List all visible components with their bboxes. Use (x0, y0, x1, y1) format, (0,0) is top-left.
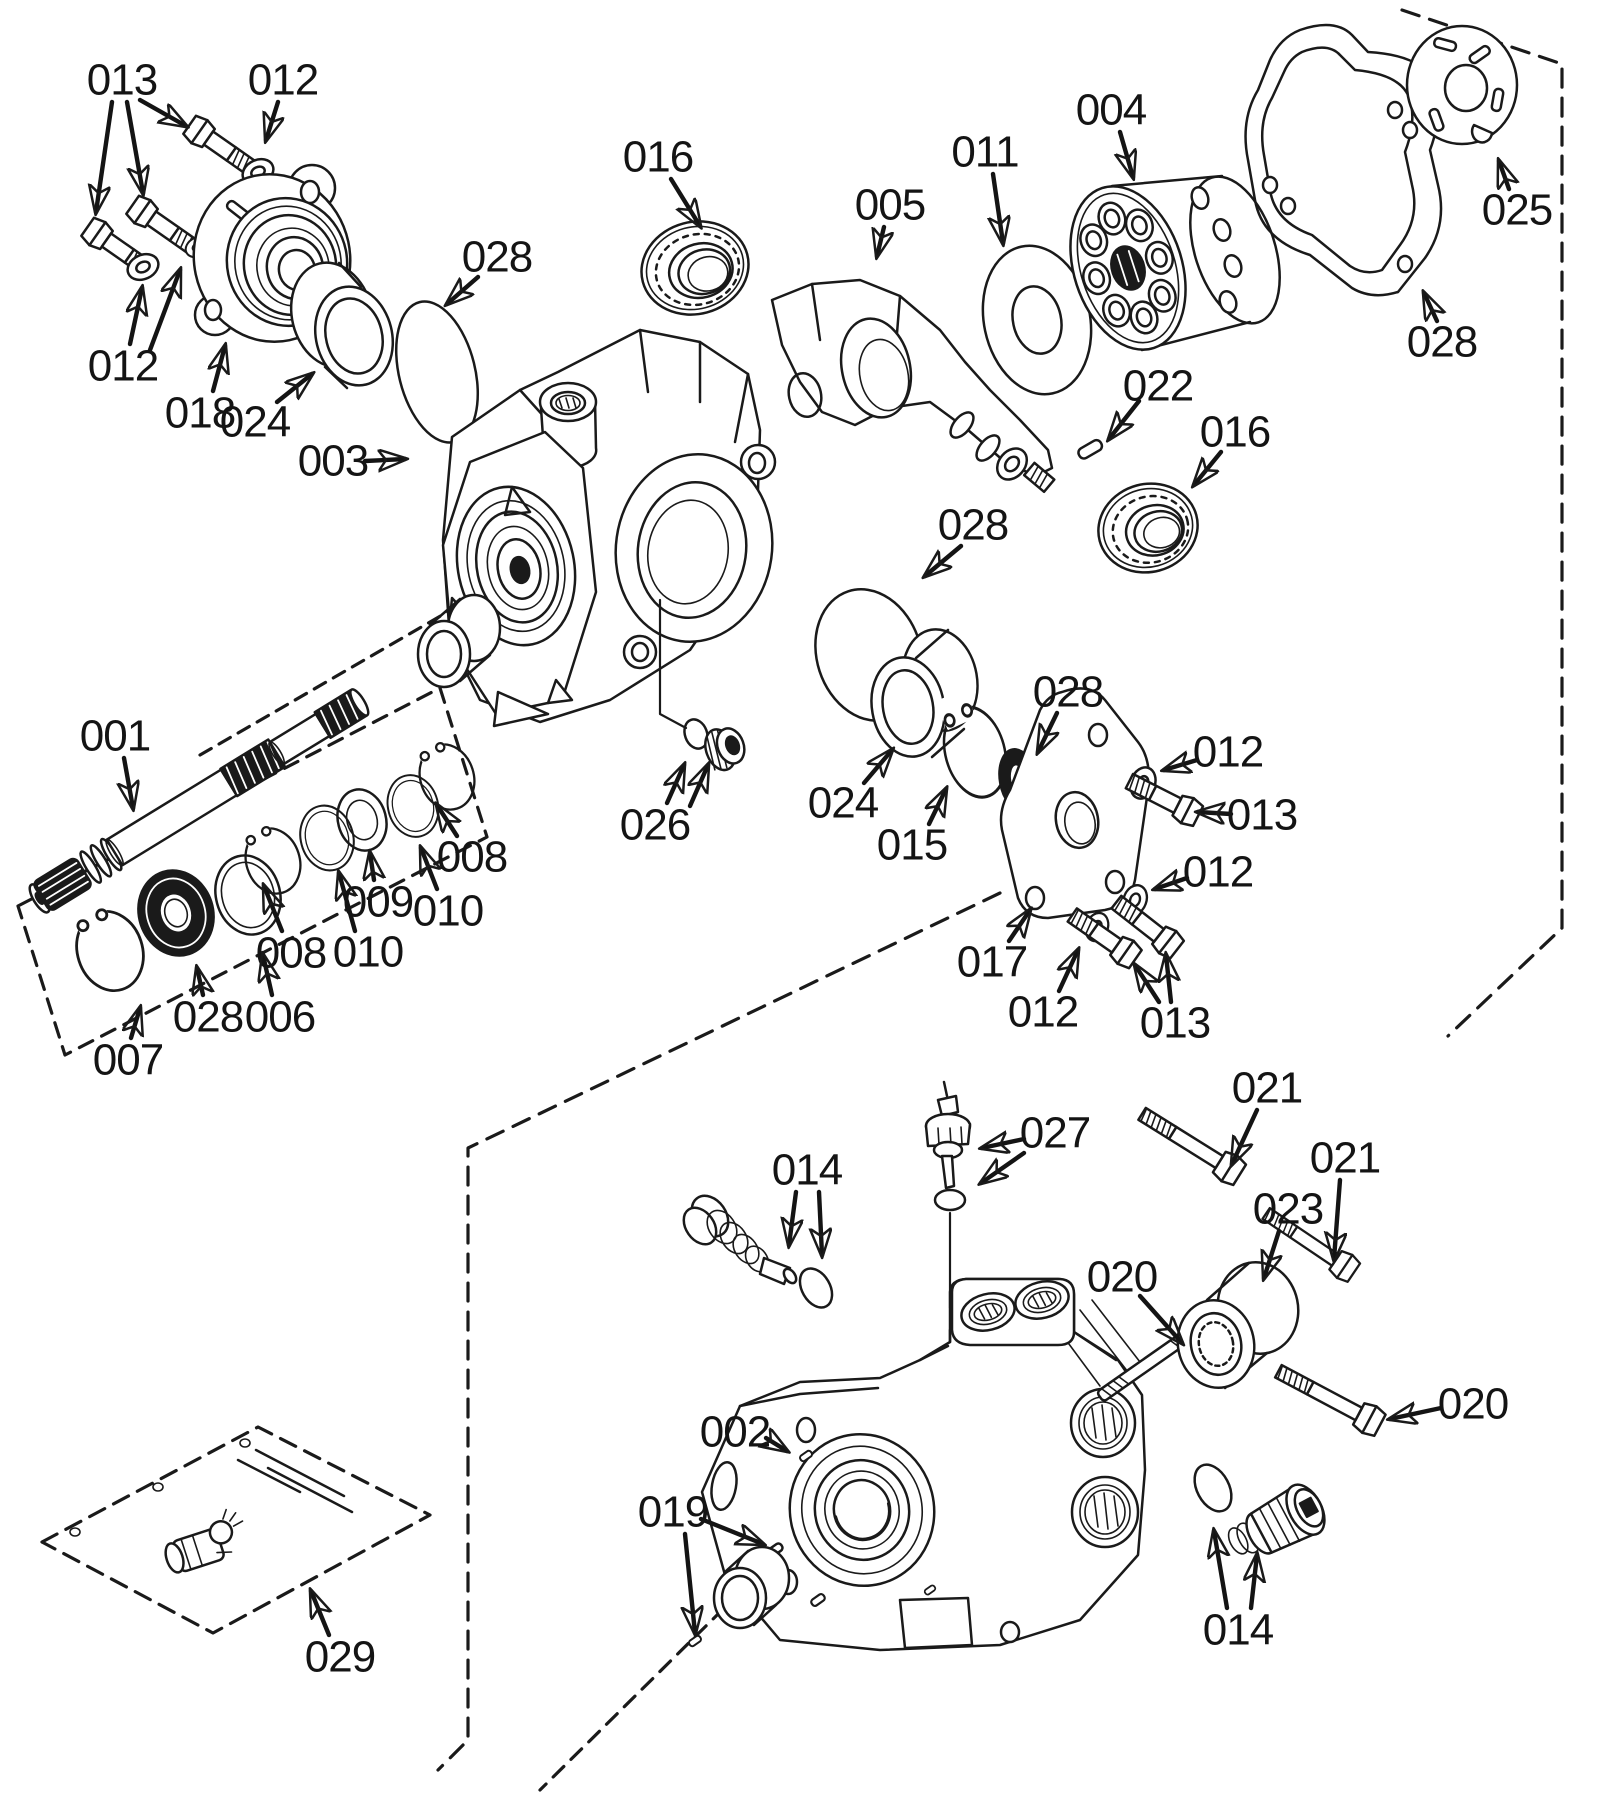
part-number-label: 021 (1309, 1133, 1381, 1183)
callout-016 (1194, 408, 1270, 486)
part-number-label: 010 (332, 927, 404, 977)
part-number-label: 003 (297, 436, 369, 486)
cover-plate-017 (1001, 688, 1149, 918)
part-number-label: 009 (342, 877, 414, 927)
callout-001 (80, 712, 150, 809)
part-number-label: 011 (951, 127, 1019, 177)
callout-015 (877, 789, 947, 870)
part-number-label: 028 (1406, 317, 1478, 367)
part-number-label: 012 (1182, 847, 1254, 897)
part-number-label: 016 (622, 132, 694, 182)
part-number-label: 028 (1032, 667, 1104, 717)
bolt-020-right (1271, 1358, 1387, 1438)
callout-017 (957, 910, 1030, 987)
part-number-label: 018 (164, 388, 236, 438)
callout-012 (88, 270, 180, 391)
part-number-label: 028 (172, 992, 244, 1042)
kit-pump-icon (158, 1506, 252, 1576)
part-number-label: 028 (461, 232, 533, 282)
relief-valve-014-left (677, 1189, 839, 1313)
callout-014 (772, 1146, 843, 1256)
part-number-label: 016 (1199, 407, 1271, 457)
part-number-label: 012 (1007, 987, 1079, 1037)
part-number-label: 012 (1192, 727, 1264, 777)
callout-029 (305, 1591, 375, 1682)
callout-016 (623, 133, 700, 227)
callout-008 (437, 805, 507, 882)
part-number-label: 020 (1437, 1379, 1509, 1429)
part-number-label: 026 (619, 800, 691, 850)
part-number-label: 019 (637, 1487, 709, 1537)
woodruff-key-022 (1077, 438, 1104, 460)
part-number-label: 015 (876, 820, 948, 870)
snap-ring-008-inner (233, 809, 308, 901)
bolt-021-upper (1134, 1101, 1247, 1187)
part-number-label: 024 (807, 778, 879, 828)
callout-028 (447, 233, 532, 305)
callout-022 (1109, 362, 1193, 440)
washer-ring-010-inner (293, 800, 361, 877)
part-number-label: 006 (244, 992, 316, 1042)
part-number-label: 004 (1075, 85, 1147, 135)
part-number-label: 014 (771, 1145, 843, 1195)
pump-housing-003 (443, 330, 785, 726)
callout-003 (298, 437, 405, 486)
part-number-label: 008 (255, 928, 327, 978)
part-number-label: 020 (1086, 1252, 1158, 1302)
callout-012 (248, 56, 318, 141)
part-number-label: 021 (1231, 1063, 1303, 1113)
end-plate-025 (1407, 26, 1517, 144)
part-number-label: 002 (699, 1407, 771, 1457)
part-number-label: 029 (304, 1632, 376, 1682)
part-number-label: 010 (412, 886, 484, 936)
part-number-label: 027 (1019, 1108, 1091, 1158)
part-number-label: 028 (937, 500, 1009, 550)
dashed-boundary (1402, 10, 1562, 1036)
part-number-label: 013 (86, 55, 158, 105)
callout-028 (1407, 293, 1477, 367)
callout-021 (1232, 1064, 1302, 1165)
part-number-label: 012 (247, 55, 319, 105)
plug-valve-014-right (1187, 1458, 1332, 1572)
part-number-label: 007 (92, 1035, 164, 1085)
taper-bearing-016-lower (1088, 473, 1207, 584)
callout-007 (93, 1008, 163, 1085)
ring-009 (331, 784, 393, 856)
callout-027 (981, 1109, 1090, 1184)
part-number-label: 012 (87, 341, 159, 391)
callout-011 (951, 128, 1018, 244)
callout-028 (173, 968, 243, 1042)
callout-013 (1198, 791, 1297, 840)
callout-013 (87, 56, 186, 213)
pressure-sensor-027 (926, 1082, 970, 1210)
callout-012 (1155, 848, 1253, 897)
callout-012 (1164, 728, 1263, 777)
part-number-label: 013 (1226, 790, 1298, 840)
callout-025 (1482, 161, 1552, 235)
callout-009 (343, 853, 413, 927)
callout-026 (620, 765, 708, 850)
callout-020 (1087, 1253, 1182, 1344)
part-number-label: 005 (854, 180, 926, 230)
part-number-label: 025 (1481, 185, 1553, 235)
callout-028 (925, 501, 1008, 577)
part-number-label: 017 (956, 937, 1028, 987)
part-number-label: 022 (1122, 361, 1194, 411)
callout-024 (808, 750, 892, 828)
part-number-label: 001 (79, 711, 151, 761)
dashed-boundary (42, 1427, 430, 1633)
part-number-label: 014 (1202, 1605, 1274, 1655)
callout-020 (1390, 1380, 1508, 1429)
callout-004 (1076, 86, 1147, 178)
callout-005 (855, 181, 925, 257)
part-number-label: 024 (219, 397, 291, 447)
part-number-label: 008 (436, 832, 508, 882)
snap-ring-008-outer (407, 725, 482, 817)
sleeve-024-right (864, 623, 985, 762)
part-number-label: 013 (1139, 998, 1211, 1048)
seal-kit-sheet-029 (70, 1439, 352, 1576)
taper-bearing-016-upper (631, 210, 759, 327)
part-number-label: 023 (1252, 1184, 1324, 1234)
plug-026 (681, 716, 751, 774)
callout-013 (1135, 955, 1210, 1048)
